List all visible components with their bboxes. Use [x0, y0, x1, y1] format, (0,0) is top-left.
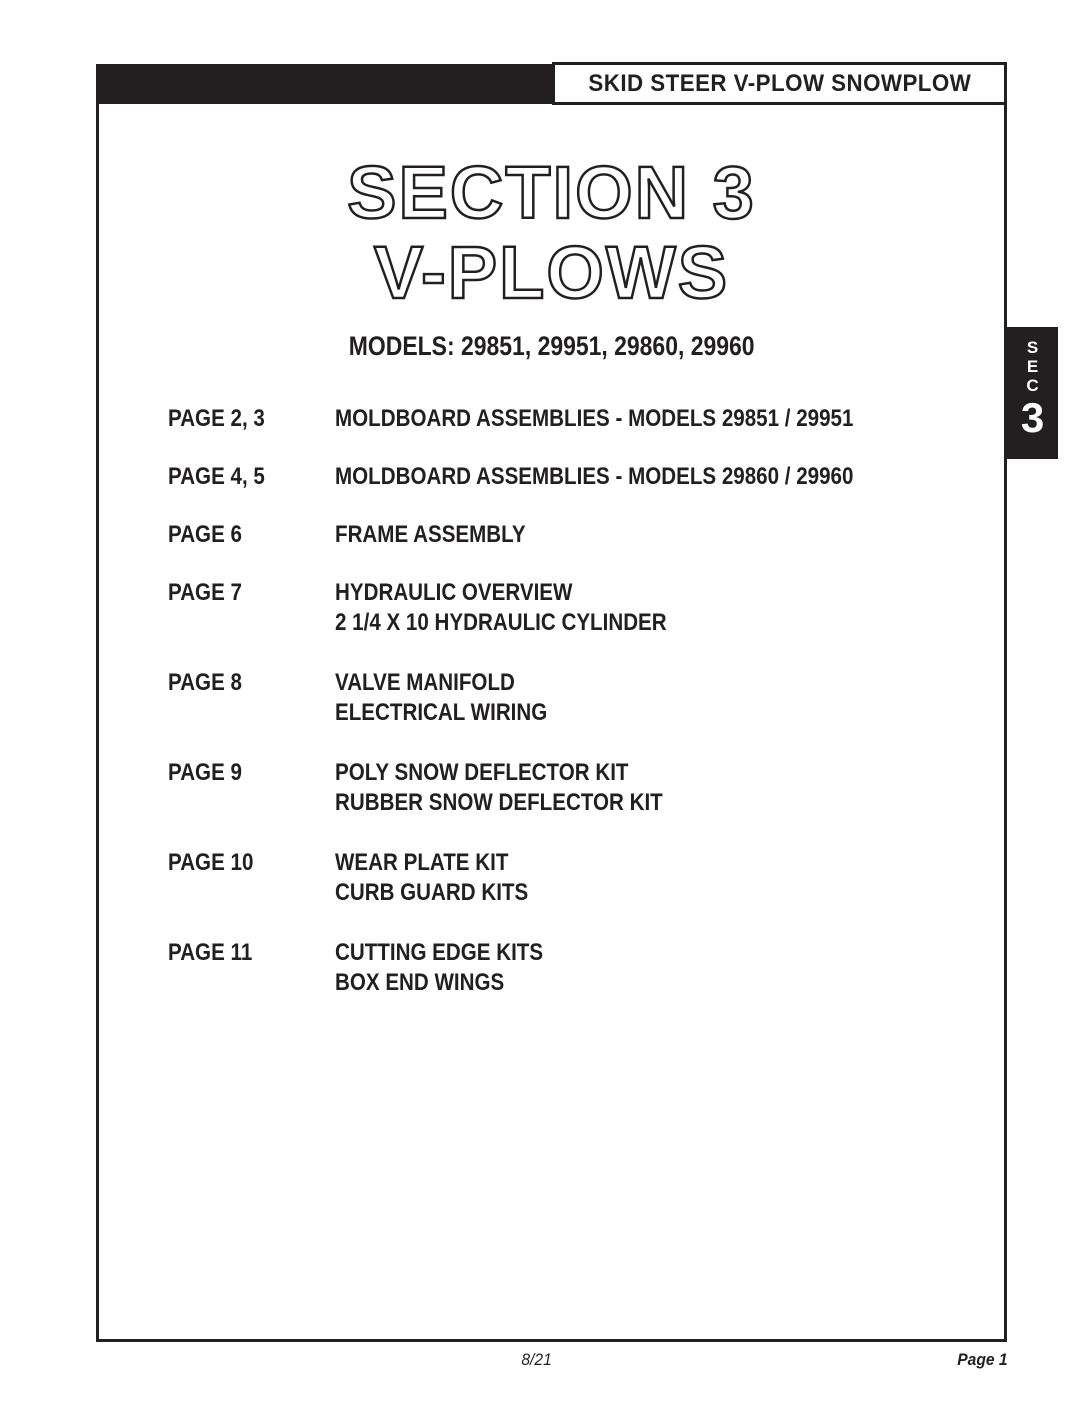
footer-revision-wrap: [96, 1350, 977, 1370]
toc-title: FRAME ASSEMBLY: [335, 521, 526, 548]
side-tab-letter: S: [1026, 338, 1039, 357]
toc-entry: [168, 848, 988, 908]
page-border-frame: [96, 104, 1007, 1342]
toc-page-label: PAGE 8: [168, 669, 242, 696]
toc-title: MOLDBOARD ASSEMBLIES - MODELS 29860 / 29960: [335, 463, 854, 490]
toc-title: HYDRAULIC OVERVIEW: [335, 579, 573, 606]
toc-title: 2 1/4 X 10 HYDRAULIC CYLINDER: [335, 609, 667, 636]
toc-entry: [168, 462, 988, 492]
section-title-line1: SECTION 3: [347, 151, 756, 234]
header-title: SKID STEER V-PLOW SNOWPLOW: [588, 69, 971, 97]
toc-page-label: PAGE 10: [168, 849, 254, 876]
toc-title: MOLDBOARD ASSEMBLIES - MODELS 29851 / 29951: [335, 405, 854, 432]
toc-page-label: PAGE 6: [168, 521, 242, 548]
footer-page-wrap: [955, 1350, 1010, 1370]
toc-title: WEAR PLATE KIT: [335, 849, 509, 876]
toc-title: CUTTING EDGE KITS: [335, 939, 544, 966]
models-line: MODELS: 29851, 29951, 29860, 29960: [348, 331, 755, 361]
toc-page-label: PAGE 9: [168, 759, 242, 786]
toc-entry: [168, 520, 988, 550]
footer-revision-date: 8/21: [521, 1350, 552, 1369]
toc-entry: [168, 758, 988, 818]
table-of-contents: [168, 404, 988, 1028]
toc-title: VALVE MANIFOLD: [335, 669, 515, 696]
toc-entry: [168, 668, 988, 728]
footer-page-number: Page 1: [957, 1350, 1008, 1369]
header-title-box: [552, 62, 1007, 105]
toc-page-label: PAGE 2, 3: [168, 405, 265, 432]
side-tab-letter: C: [1026, 376, 1039, 395]
toc-title: BOX END WINGS: [335, 969, 505, 996]
section-side-tab: [1007, 327, 1058, 459]
models-line-wrap: [99, 331, 1004, 362]
toc-title: CURB GUARD KITS: [335, 879, 529, 906]
toc-title: ELECTRICAL WIRING: [335, 699, 548, 726]
toc-entry: [168, 938, 988, 998]
toc-title: RUBBER SNOW DEFLECTOR KIT: [335, 789, 663, 816]
toc-page-label: PAGE 7: [168, 579, 242, 606]
toc-entry: [168, 578, 988, 638]
toc-page-label: PAGE 4, 5: [168, 463, 265, 490]
side-tab-letter: E: [1026, 357, 1039, 376]
section-title: [99, 153, 1004, 313]
toc-page-label: PAGE 11: [168, 939, 253, 966]
toc-entry: [168, 404, 988, 434]
toc-title: POLY SNOW DEFLECTOR KIT: [335, 759, 629, 786]
side-tab-number: 3: [1020, 394, 1045, 441]
section-title-line2: V-PLOWS: [373, 231, 730, 314]
